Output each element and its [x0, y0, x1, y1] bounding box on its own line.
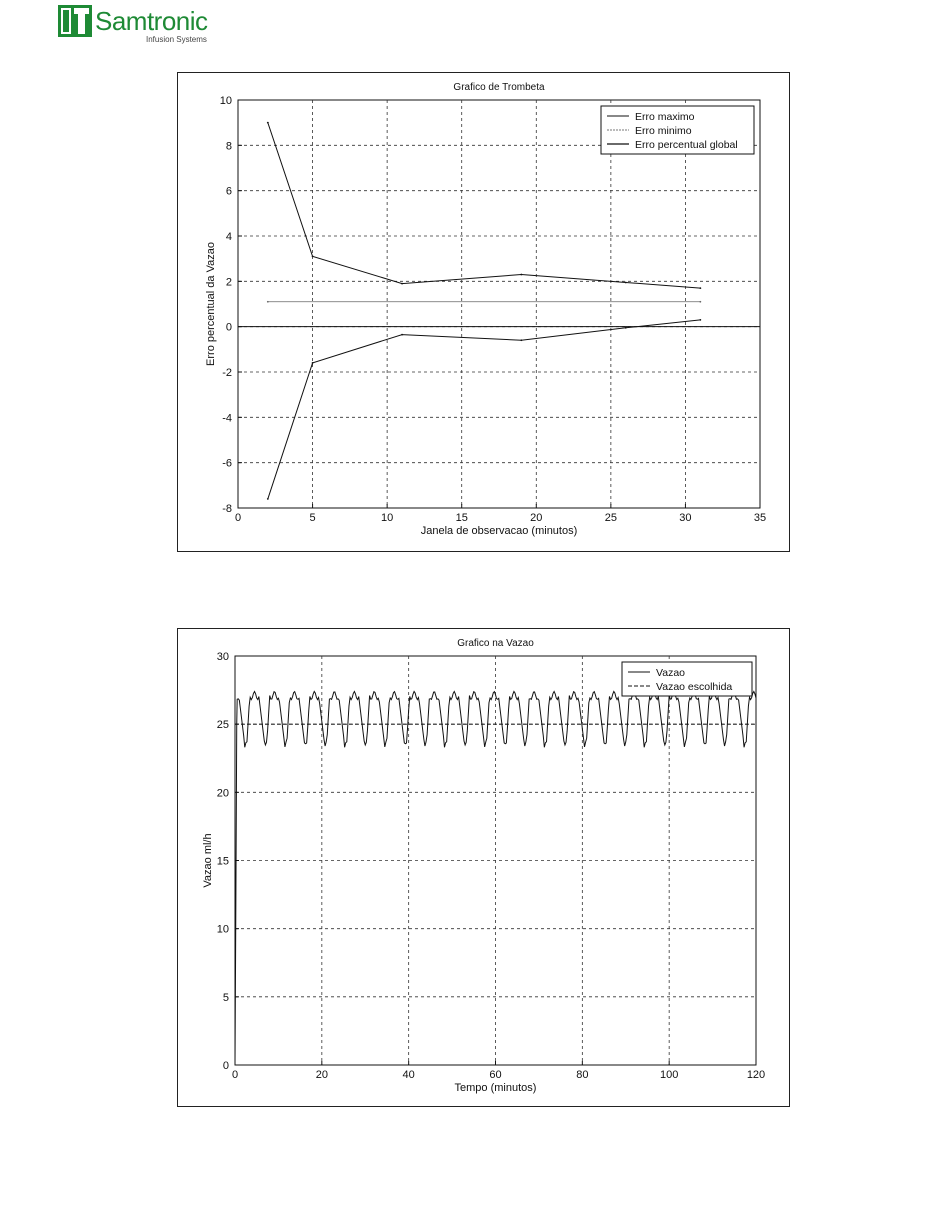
trumpet-x-axis-label: Janela de observacao (minutos) — [420, 525, 578, 537]
flow-x-tick-label: 40 — [402, 1069, 415, 1081]
flow-x-tick-label: 20 — [315, 1069, 328, 1081]
flow-y-tick-label: 25 — [216, 719, 229, 732]
trumpet-legend-label: Erro percentual global — [635, 139, 738, 151]
trumpet-x-tick-label: 20 — [530, 512, 543, 524]
trumpet-x-tick-label: 30 — [679, 512, 692, 524]
trumpet-point — [267, 498, 269, 500]
flow-x-tick-label: 120 — [746, 1069, 766, 1081]
flow-x-tick-label: 100 — [659, 1069, 679, 1081]
trumpet-point — [267, 122, 269, 124]
flow-y-tick-label: 10 — [216, 923, 229, 936]
trumpet-y-tick-label: 2 — [225, 276, 232, 289]
trumpet-plot-frame — [238, 100, 760, 508]
trumpet-point — [267, 301, 269, 303]
trumpet-point — [401, 283, 403, 285]
trumpet-x-tick-label: 5 — [309, 512, 316, 524]
trumpet-x-tick-label: 35 — [753, 512, 767, 524]
trumpet-point — [699, 301, 701, 303]
samtronic-logo — [58, 5, 228, 47]
flow-y-tick-label: 15 — [216, 855, 229, 868]
trumpet-y-tick-label: 8 — [225, 140, 232, 153]
flow-x-axis-label: Tempo (minutos) — [454, 1082, 537, 1094]
flow-y-tick-label: 20 — [216, 787, 229, 800]
brand-tagline: Infusion Systems — [146, 35, 207, 44]
trumpet-point — [625, 282, 627, 284]
trumpet-x-tick-label: 10 — [381, 512, 394, 524]
trumpet-y-tick-label: 10 — [219, 95, 232, 107]
trumpet-series-erro-minimo — [268, 320, 701, 499]
trumpet-legend-label: Erro minimo — [635, 125, 692, 137]
trumpet-point — [401, 334, 403, 336]
trumpet-legend-label: Erro maximo — [635, 111, 695, 123]
flow-legend-label: Vazao escolhida — [656, 681, 733, 693]
trumpet-y-tick-label: -2 — [222, 367, 232, 379]
trumpet-point — [312, 362, 314, 364]
flow-x-tick-label: 80 — [576, 1069, 589, 1081]
flow-title: Grafico na Vazao — [457, 638, 534, 649]
trumpet-y-tick-label: -4 — [222, 412, 232, 425]
trumpet-x-tick-label: 0 — [234, 512, 242, 524]
trumpet-y-tick-label: -6 — [222, 457, 232, 470]
flow-x-tick-label: 60 — [489, 1069, 502, 1081]
trumpet-point — [312, 256, 314, 258]
trumpet-x-tick-label: 15 — [455, 512, 468, 524]
trumpet-y-axis-label: Erro percentual da Vazao — [205, 242, 217, 366]
trumpet-y-tick-label: 0 — [225, 321, 232, 334]
flow-y-tick-label: 5 — [222, 991, 229, 1004]
brand-name: Samtronic — [95, 6, 208, 36]
trumpet-y-tick-label: -8 — [222, 503, 232, 515]
flow-chart-svg — [178, 629, 789, 1106]
trumpet-chart-svg — [178, 73, 789, 551]
trumpet-title: Grafico de Trombeta — [453, 82, 545, 93]
flow-y-axis-label: Vazao ml/h — [202, 833, 214, 888]
flow-y-tick-label: 0 — [222, 1060, 229, 1072]
flow-chart — [177, 628, 790, 1107]
trumpet-point — [699, 319, 701, 321]
trumpet-y-tick-label: 6 — [225, 185, 232, 198]
trumpet-point — [520, 274, 522, 276]
trumpet-point — [520, 339, 522, 341]
trumpet-y-tick-label: 4 — [225, 231, 232, 243]
flow-y-tick-label: 30 — [216, 651, 229, 663]
trumpet-point — [625, 327, 627, 329]
trumpet-x-tick-label: 25 — [604, 512, 617, 524]
flow-legend-label: Vazao — [656, 667, 685, 679]
samtronic-logo-icon — [58, 5, 92, 37]
flow-x-tick-label: 0 — [231, 1069, 239, 1081]
trumpet-point — [699, 287, 701, 289]
trumpet-chart — [177, 72, 790, 552]
